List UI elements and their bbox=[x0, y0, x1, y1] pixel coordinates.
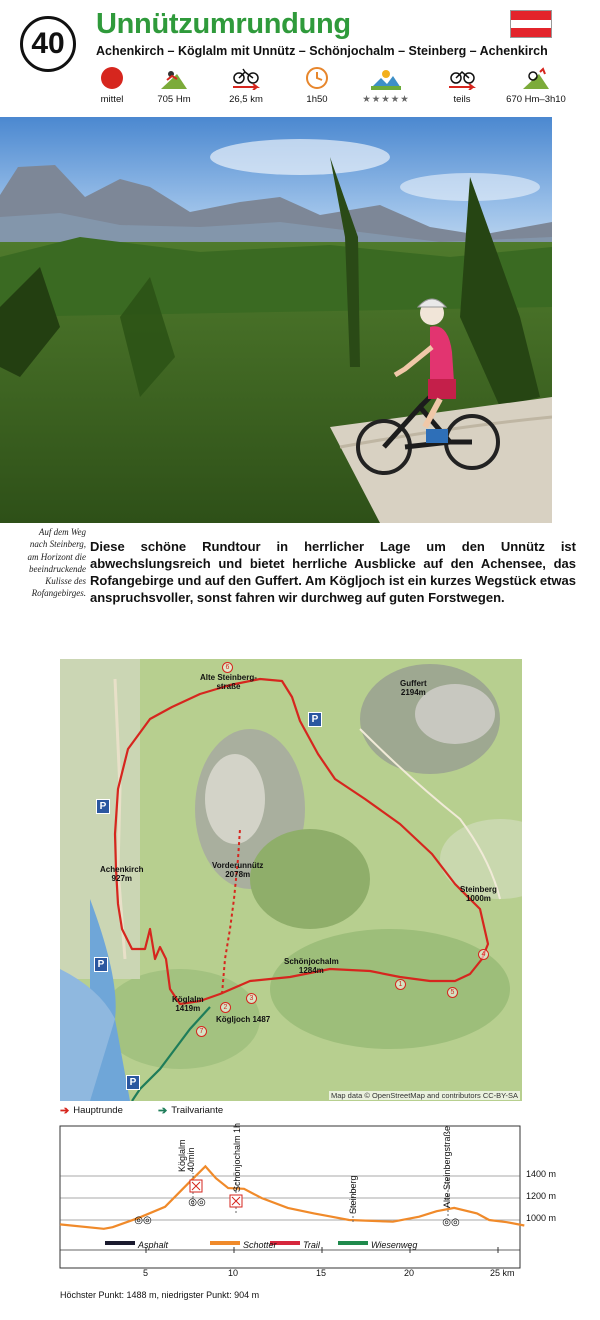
stat-label: 670 Hm–3h10 bbox=[506, 94, 566, 105]
flag-stripe-bottom bbox=[511, 28, 551, 37]
x-label: 5 bbox=[143, 1268, 149, 1278]
waypoint-marker: 4 bbox=[478, 949, 489, 960]
x-label: 10 bbox=[228, 1268, 239, 1278]
surface-swatch-schotter bbox=[210, 1241, 240, 1245]
tour-stats bbox=[92, 66, 572, 108]
map-label-vorderunnuetz: Vorderunnütz 2078m bbox=[212, 861, 264, 879]
stat-landscape bbox=[346, 66, 426, 108]
poi-label-koeglalm: Köglalm 40min bbox=[177, 1139, 196, 1172]
main-route bbox=[115, 679, 488, 1004]
elevation-footnote: Höchster Punkt: 1488 m, niedrigster Punkt: 904 m bbox=[60, 1290, 260, 1300]
summit-spur-route bbox=[222, 829, 240, 994]
route-subtitle: Achenkirch – Köglalm mit Unnütz – Schönjochalm – Steinberg – Achenkirch bbox=[96, 44, 548, 58]
water-icon: ◎◎ bbox=[188, 1197, 206, 1208]
clock-icon bbox=[302, 66, 332, 90]
waypoint-marker: 3 bbox=[246, 993, 257, 1004]
surface-swatch-wiesenweg bbox=[338, 1241, 368, 1245]
tour-number-badge bbox=[20, 16, 76, 72]
trail-variant-route bbox=[132, 1007, 210, 1101]
waypoint-marker: 6 bbox=[222, 662, 233, 673]
parking-icon: P bbox=[126, 1075, 140, 1090]
waypoint-marker: 5 bbox=[447, 987, 458, 998]
tour-number: 40 bbox=[31, 27, 65, 60]
binocular-icon: ◎◎ bbox=[442, 1217, 460, 1228]
landscape-rating-icon bbox=[371, 66, 401, 90]
x-label: 20 bbox=[404, 1268, 415, 1278]
stat-distance bbox=[206, 66, 286, 108]
distance-bike-icon bbox=[231, 66, 261, 90]
poi-label-alte-steinbergstrasse: Alte Steinbergstraße bbox=[442, 1125, 452, 1208]
stat-push bbox=[496, 66, 576, 108]
surface-label-wiesenweg: Wiesenweg bbox=[371, 1240, 418, 1250]
ascent-icon bbox=[159, 66, 189, 90]
surface-label-trail: Trail bbox=[303, 1240, 320, 1250]
map-label-koegljoch: Kögljoch 1487 bbox=[216, 1015, 271, 1024]
parking-icon: P bbox=[308, 712, 322, 727]
parking-binocular-icon: ◎◎ bbox=[134, 1215, 152, 1226]
stat-label: 26,5 km bbox=[229, 94, 263, 105]
flag-stripe-top bbox=[511, 11, 551, 20]
photo-caption: Auf dem Weg nach Steinberg, am Horizont die beeindruckende Kulisse des Rofangebirges. bbox=[27, 527, 86, 599]
trail-bike-icon bbox=[447, 66, 477, 90]
map-label-schoenjochalm: Schönjochalm 1284m bbox=[284, 957, 339, 975]
parking-icon: P bbox=[96, 799, 110, 814]
push-bike-icon bbox=[521, 66, 551, 90]
map-label-achenkirch: Achenkirch 927m bbox=[100, 865, 144, 883]
x-label: 15 bbox=[316, 1268, 327, 1278]
legend-main-route: ➔ Hauptrunde bbox=[60, 1105, 123, 1117]
main-route-arrow-icon: ➔ bbox=[60, 1105, 70, 1117]
austria-flag-icon bbox=[510, 10, 552, 38]
stat-label: mittel bbox=[100, 94, 124, 105]
map-label-koeglalm: Köglalm 1419m bbox=[172, 995, 204, 1013]
stat-label: teils bbox=[453, 94, 471, 105]
waypoint-marker: 2 bbox=[220, 1002, 231, 1013]
map-label-alte-steinberg: Alte Steinberg- straße bbox=[200, 673, 257, 691]
y-label-1400: 1400 m bbox=[526, 1169, 557, 1179]
difficulty-dot-icon bbox=[97, 66, 127, 90]
x-label: 25 km bbox=[490, 1268, 515, 1278]
map-credit: Map data © OpenStreetMap and contributors CC-BY-SA bbox=[330, 1091, 518, 1100]
elevation-profile bbox=[0, 1118, 600, 1288]
y-label-1000: 1000 m bbox=[526, 1213, 557, 1223]
waypoint-marker: 1 bbox=[395, 979, 406, 990]
stat-rating-stars: ★★★★★ bbox=[362, 94, 410, 105]
stat-label: 1h50 bbox=[306, 94, 328, 105]
surface-swatch-asphalt bbox=[105, 1241, 135, 1245]
page-title: Unnützumrundung bbox=[96, 8, 351, 40]
legend-trail-variant: ➔ Trailvariante bbox=[158, 1105, 224, 1117]
stat-label: 705 Hm bbox=[157, 94, 191, 105]
mountain-bike-photo bbox=[0, 117, 552, 523]
elevation-chart bbox=[0, 1118, 600, 1288]
map-label-steinberg: Steinberg 1000m bbox=[460, 885, 497, 903]
route-map bbox=[60, 659, 522, 1101]
flag-stripe-middle bbox=[511, 20, 551, 29]
surface-label-schotter: Schotter bbox=[243, 1240, 277, 1250]
tour-photo bbox=[0, 117, 552, 523]
poi-label-steinberg: Steinberg bbox=[348, 1175, 358, 1214]
map-legend bbox=[60, 1104, 460, 1118]
poi-label-schoenjochalm: Schönjochalm 1h bbox=[232, 1122, 242, 1192]
stat-ascent bbox=[134, 66, 214, 108]
intro-text: Diese schöne Rundtour in herrlicher Lage um den Unnütz ist abwechslungsreich und bietet herrliche Ausblicke auf den Achensee, das Rofangebirge und auf den Guffert. Am Kögljoch ist ein kurzes Wegstück etwas anspruchsvoller, sonst fahren wir durchweg auf guten Forstwegen. bbox=[90, 539, 576, 605]
surface-label-asphalt: Asphalt bbox=[138, 1240, 169, 1250]
trail-variant-arrow-icon: ➔ bbox=[158, 1105, 168, 1117]
map-label-guffert: Guffert 2194m bbox=[400, 679, 427, 697]
y-label-1200: 1200 m bbox=[526, 1191, 557, 1201]
parking-icon: P bbox=[94, 957, 108, 972]
waypoint-marker: 7 bbox=[196, 1026, 207, 1037]
stat-trail bbox=[422, 66, 502, 108]
stat-duration bbox=[277, 66, 357, 108]
